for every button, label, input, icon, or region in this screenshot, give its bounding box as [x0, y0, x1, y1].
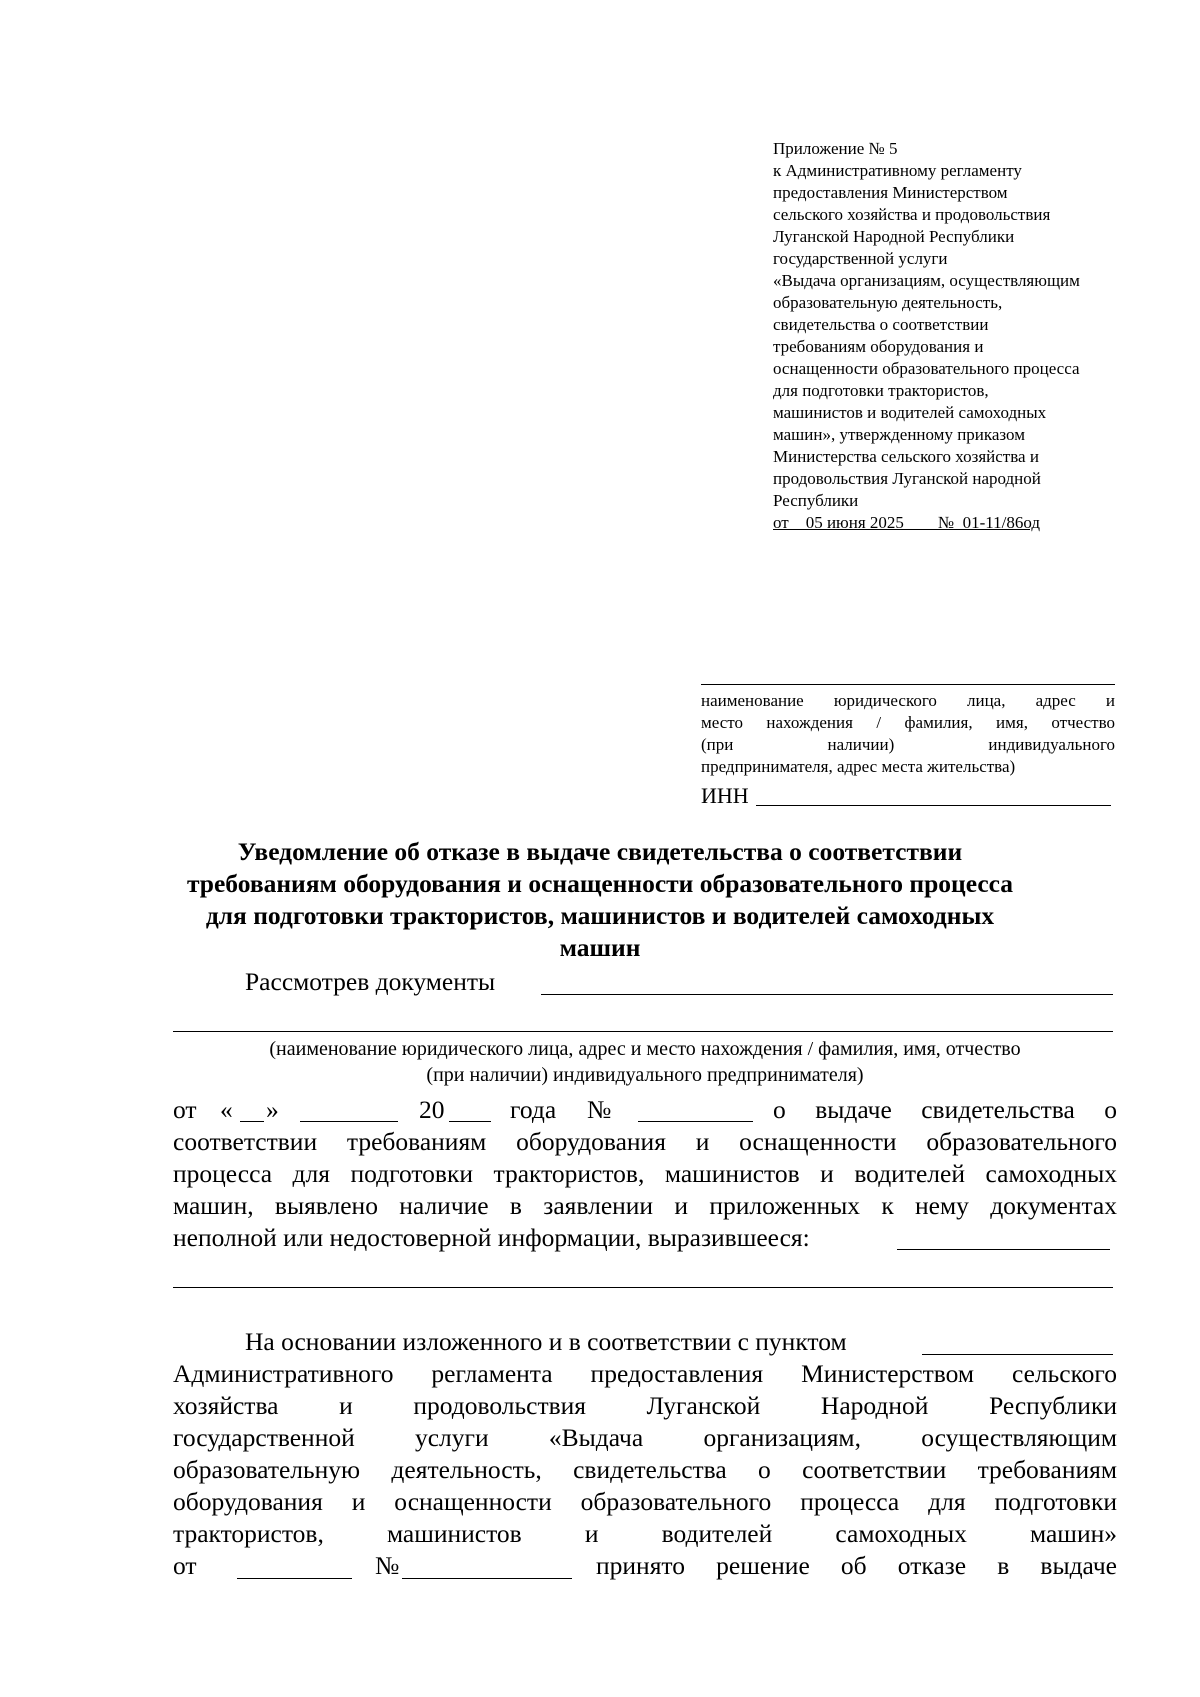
title-line: для подготовки трактористов, машинистов и водителей самоходных — [205, 901, 995, 930]
appendix-line: машин», утвержденному приказом — [773, 425, 1025, 444]
appendix-line: оснащенности образовательного процесса — [773, 359, 1080, 378]
p2-line: оборудования и оснащенности образовательного процесса для подготовки — [173, 1487, 1117, 1516]
open-quote: « — [220, 1095, 233, 1124]
year-word: года — [510, 1095, 557, 1124]
year-field-line — [449, 1121, 491, 1122]
day-field-line — [240, 1121, 264, 1122]
reason-field-line — [897, 1249, 1110, 1250]
p1-line: процесса для подготовки трактористов, машинистов и водителей самоходных — [173, 1159, 1117, 1188]
appendix-line: к Административному регламенту — [773, 161, 1022, 180]
recipient-caption-line: предпринимателя, адрес места жительства) — [701, 757, 1016, 776]
applicant-field-line — [173, 1031, 1113, 1032]
title-line: требованиям оборудования и оснащенности образовательного процесса — [186, 869, 1014, 898]
number-sign: № — [587, 1095, 612, 1124]
inn-field-line — [756, 805, 1111, 806]
title-line: машин — [559, 933, 641, 962]
p2-date-from-label: от — [173, 1551, 197, 1580]
appendix-line: свидетельства о соответствии — [773, 315, 989, 334]
p2-last-line-tail: принято решение об отказе в выдаче — [596, 1551, 1117, 1580]
appendix-line: образовательную деятельность, — [773, 293, 1003, 312]
applicant-caption-line: (наименование юридического лица, адрес и место нахождения / фамилия, имя, отчество — [269, 1038, 1021, 1060]
application-number-field-line — [638, 1121, 753, 1122]
appendix-line: «Выдача организациям, осуществляющим — [773, 271, 1080, 290]
p2-line: трактористов, машинистов и водителей самоходных машин» — [173, 1519, 1117, 1548]
recipient-caption-line: наименование юридического лица, адрес и — [701, 691, 1115, 710]
date-from-label: от — [173, 1095, 197, 1124]
recipient-name-line — [701, 684, 1115, 685]
month-field-line — [300, 1121, 398, 1122]
p2-first-line: На основании изложенного и в соответствии с пунктом — [245, 1327, 847, 1356]
year-prefix: 20 — [419, 1095, 445, 1124]
appendix-line: Республики — [773, 491, 859, 510]
reviewed-documents-field-line — [541, 994, 1113, 995]
appendix-line: государственной услуги — [773, 249, 948, 268]
p1-line: соответствии требованиям оборудования и оснащенности образовательного — [173, 1127, 1117, 1156]
p1-last-line: неполной или недостоверной информации, выразившееся: — [173, 1223, 810, 1252]
order-date-number: от__05 июня 2025____№_01-11/86од — [773, 513, 1041, 532]
appendix-line: сельского хозяйства и продовольствия — [773, 205, 1051, 224]
appendix-line: требованиям оборудования и — [773, 337, 984, 356]
p2-line: хозяйства и продовольствия Луганской Народной Республики — [173, 1391, 1117, 1420]
recipient-caption-line: место нахождения / фамилия, имя, отчество — [701, 713, 1115, 732]
inn-label: ИНН — [701, 783, 749, 808]
clause-field-line — [922, 1354, 1113, 1355]
appendix-line: Министерства сельского хозяйства и — [773, 447, 1039, 466]
close-quote: » — [266, 1095, 279, 1124]
recipient-caption-line: (при наличии) индивидуального — [701, 735, 1115, 754]
reason-field-line-2 — [173, 1287, 1113, 1288]
reviewed-documents-label: Рассмотрев документы — [245, 967, 496, 996]
p2-line: образовательную деятельность, свидетельства о соответствии требованиям — [173, 1455, 1117, 1484]
p2-number-sign: № — [375, 1551, 400, 1580]
p2-line: государственной услуги «Выдача организациям, осуществляющим — [173, 1423, 1117, 1452]
title-line: Уведомление об отказе в выдаче свидетельства о соответствии — [237, 837, 963, 866]
p2-line: Административного регламента предоставления Министерством сельского — [173, 1359, 1117, 1388]
appendix-line: продовольствия Луганской народной — [773, 469, 1041, 488]
appendix-line: предоставления Министерством — [773, 183, 1008, 202]
order-number-field-line — [402, 1578, 572, 1579]
p1-line: машин, выявлено наличие в заявлении и приложенных к нему документах — [173, 1191, 1117, 1220]
order-date-field-line — [237, 1578, 352, 1579]
appendix-line: для подготовки трактористов, — [773, 381, 989, 400]
appendix-line: Приложение № 5 — [773, 139, 898, 158]
p1-first-line-tail: о выдаче свидетельства о — [773, 1095, 1117, 1124]
appendix-line: машинистов и водителей самоходных — [773, 403, 1047, 422]
appendix-line: Луганской Народной Республики — [773, 227, 1015, 246]
applicant-caption-line: (при наличии) индивидуального предпринимателя) — [426, 1064, 864, 1086]
